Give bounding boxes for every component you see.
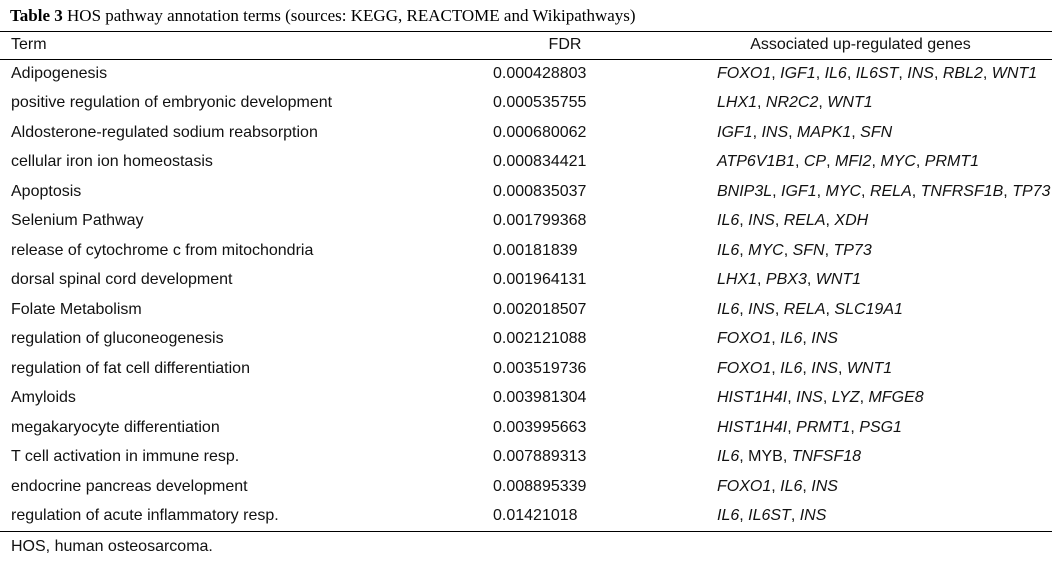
gene-name: IL6ST — [855, 64, 899, 82]
genes-cell: IL6, INS, RELA, XDH — [717, 212, 869, 230]
gene-name: WNT1 — [815, 271, 862, 289]
term-cell: dorsal spinal cord development — [11, 271, 233, 289]
gene-name: PRMT1 — [924, 153, 980, 171]
gene-name: BNIP3L — [717, 182, 773, 200]
table-row — [0, 177, 1052, 207]
fdr-cell: 0.000835037 — [493, 182, 587, 200]
genes-cell: IL6, MYB, TNFSF18 — [717, 448, 862, 466]
fdr-cell: 0.001964131 — [493, 271, 587, 289]
genes-cell: FOXO1, IL6, INS, WNT1 — [717, 359, 893, 377]
table-label: Table 3 — [10, 6, 63, 25]
gene-name: IL6 — [717, 300, 740, 318]
gene-name: MYB — [748, 448, 783, 466]
gene-name: RELA — [783, 300, 826, 318]
term-cell: Selenium Pathway — [11, 212, 144, 230]
table-footnote: HOS, human osteosarcoma. — [11, 538, 213, 555]
table-row — [0, 502, 1052, 532]
gene-name: TP73 — [1012, 182, 1051, 200]
genes-cell: ATP6V1B1, CP, MFI2, MYC, PRMT1 — [717, 153, 980, 171]
gene-name: IL6 — [717, 448, 740, 466]
gene-name: XDH — [834, 212, 869, 230]
gene-name: LYZ — [831, 389, 860, 407]
fdr-cell: 0.000834421 — [493, 153, 587, 171]
gene-name: IL6 — [717, 507, 740, 525]
fdr-cell: 0.01421018 — [493, 507, 578, 525]
term-cell: Apoptosis — [11, 182, 82, 200]
table-body — [0, 59, 1052, 531]
gene-name: PBX3 — [765, 271, 807, 289]
gene-name: IL6 — [780, 477, 803, 495]
gene-name: INS — [907, 64, 934, 82]
genes-cell: IL6, IL6ST, INS — [717, 507, 827, 525]
header-row — [0, 31, 1052, 59]
term-cell: release of cytochrome c from mitochondria — [11, 241, 314, 259]
gene-name: CP — [803, 153, 827, 171]
gene-name: INS — [761, 123, 789, 141]
gene-name: PRMT1 — [796, 418, 851, 436]
term-cell: megakaryocyte differentiation — [11, 418, 220, 436]
genes-cell: FOXO1, IL6, INS — [717, 330, 838, 348]
gene-name: TNFRSF1B — [920, 182, 1004, 200]
fdr-cell: 0.002121088 — [493, 330, 587, 348]
table-title: HOS pathway annotation terms (sources: KEGG, REACTOME and Wikipathways) — [67, 6, 636, 25]
gene-name: FOXO1 — [717, 330, 772, 348]
table-row — [0, 118, 1052, 148]
gene-name: HIST1H4I — [717, 389, 788, 407]
term-cell: T cell activation in immune resp. — [11, 448, 240, 466]
fdr-cell: 0.003981304 — [493, 389, 587, 407]
gene-name: WNT1 — [991, 64, 1038, 82]
bottom-rule — [0, 531, 1052, 532]
fdr-cell: 0.000535755 — [493, 94, 587, 112]
term-cell: positive regulation of embryonic development — [11, 94, 333, 112]
gene-name: FOXO1 — [717, 477, 772, 495]
gene-name: ATP6V1B1 — [717, 153, 795, 171]
header-fdr: FDR — [548, 36, 582, 53]
gene-name: INS — [811, 477, 838, 495]
genes-cell: LHX1, PBX3, WNT1 — [717, 271, 862, 289]
table-row — [0, 59, 1052, 89]
genes-cell: IL6, INS, RELA, SLC19A1 — [717, 300, 903, 318]
table-row — [0, 148, 1052, 178]
gene-name: IGF1 — [781, 182, 817, 200]
term-cell: regulation of fat cell differentiation — [11, 359, 250, 377]
gene-name: IL6 — [717, 212, 740, 230]
gene-name: SLC19A1 — [834, 300, 903, 318]
table-row — [0, 207, 1052, 237]
gene-name: IGF1 — [717, 123, 753, 141]
genes-cell: FOXO1, IGF1, IL6, IL6ST, INS, RBL2, WNT1 — [717, 64, 1038, 82]
table-row — [0, 443, 1052, 473]
genes-cell: FOXO1, IL6, INS — [717, 477, 838, 495]
genes-cell: HIST1H4I, PRMT1, PSG1 — [717, 418, 902, 436]
gene-name: RELA — [783, 212, 826, 230]
gene-name: IL6ST — [748, 507, 791, 525]
header-genes: Associated up-regulated genes — [750, 36, 971, 53]
gene-name: MYC — [748, 241, 784, 259]
genes-cell: IGF1, INS, MAPK1, SFN — [717, 123, 893, 141]
gene-name: MAPK1 — [797, 123, 852, 141]
table-row — [0, 295, 1052, 325]
gene-name: PSG1 — [859, 418, 902, 436]
term-cell: Adipogenesis — [11, 64, 108, 82]
header-term: Term — [11, 36, 47, 53]
term-cell: Folate Metabolism — [11, 300, 142, 318]
gene-name: MYC — [825, 182, 862, 200]
gene-name: RBL2 — [942, 64, 983, 82]
term-cell: Aldosterone-regulated sodium reabsorption — [11, 123, 318, 141]
gene-name: SFN — [860, 123, 893, 141]
gene-name: WNT1 — [846, 359, 893, 377]
gene-name: RELA — [869, 182, 912, 200]
table-row — [0, 472, 1052, 502]
fdr-cell: 0.008895339 — [493, 477, 587, 495]
gene-name: INS — [811, 359, 838, 377]
gene-name: INS — [799, 507, 827, 525]
term-cell: Amyloids — [11, 389, 76, 407]
table-row — [0, 266, 1052, 296]
table-row — [0, 89, 1052, 119]
term-cell: endocrine pancreas development — [11, 477, 248, 495]
gene-name: INS — [796, 389, 823, 407]
gene-name: INS — [811, 330, 838, 348]
fdr-cell: 0.003519736 — [493, 359, 587, 377]
gene-name: IL6 — [824, 64, 847, 82]
fdr-cell: 0.002018507 — [493, 300, 587, 318]
gene-name: SFN — [792, 241, 825, 259]
fdr-cell: 0.000680062 — [493, 123, 587, 141]
gene-name: NR2C2 — [765, 94, 819, 112]
table-row — [0, 413, 1052, 443]
fdr-cell: 0.001799368 — [493, 212, 587, 230]
gene-name: LHX1 — [717, 94, 758, 112]
table-row — [0, 354, 1052, 384]
gene-name: IL6 — [780, 330, 803, 348]
gene-name: IL6 — [780, 359, 803, 377]
gene-name: MFI2 — [834, 153, 872, 171]
fdr-cell: 0.003995663 — [493, 418, 587, 436]
term-cell: regulation of gluconeogenesis — [11, 330, 224, 348]
gene-name: LHX1 — [717, 271, 758, 289]
pathway-table — [0, 31, 1052, 531]
term-cell: regulation of acute inflammatory resp. — [11, 507, 279, 525]
gene-name: WNT1 — [827, 94, 873, 112]
table-row — [0, 236, 1052, 266]
gene-name: FOXO1 — [717, 64, 772, 82]
gene-name: TNFSF18 — [791, 448, 862, 466]
table-row — [0, 384, 1052, 414]
term-cell: cellular iron ion homeostasis — [11, 153, 213, 171]
gene-name: IGF1 — [780, 64, 816, 82]
gene-name: FOXO1 — [717, 359, 772, 377]
fdr-cell: 0.007889313 — [493, 448, 587, 466]
gene-name: IL6 — [717, 241, 740, 259]
gene-name: HIST1H4I — [717, 418, 788, 436]
gene-name: MYC — [880, 153, 916, 171]
gene-name: TP73 — [833, 241, 872, 259]
genes-cell: LHX1, NR2C2, WNT1 — [717, 94, 873, 112]
table-row — [0, 325, 1052, 355]
genes-cell: IL6, MYC, SFN, TP73 — [717, 241, 872, 259]
gene-name: INS — [748, 300, 775, 318]
gene-name: MFGE8 — [868, 389, 924, 407]
fdr-cell: 0.000428803 — [493, 64, 587, 82]
fdr-cell: 0.00181839 — [493, 241, 578, 259]
genes-cell: HIST1H4I, INS, LYZ, MFGE8 — [717, 389, 924, 407]
gene-name: INS — [748, 212, 775, 230]
genes-cell: BNIP3L, IGF1, MYC, RELA, TNFRSF1B, TP73 — [717, 182, 1051, 200]
table-caption — [10, 6, 636, 26]
